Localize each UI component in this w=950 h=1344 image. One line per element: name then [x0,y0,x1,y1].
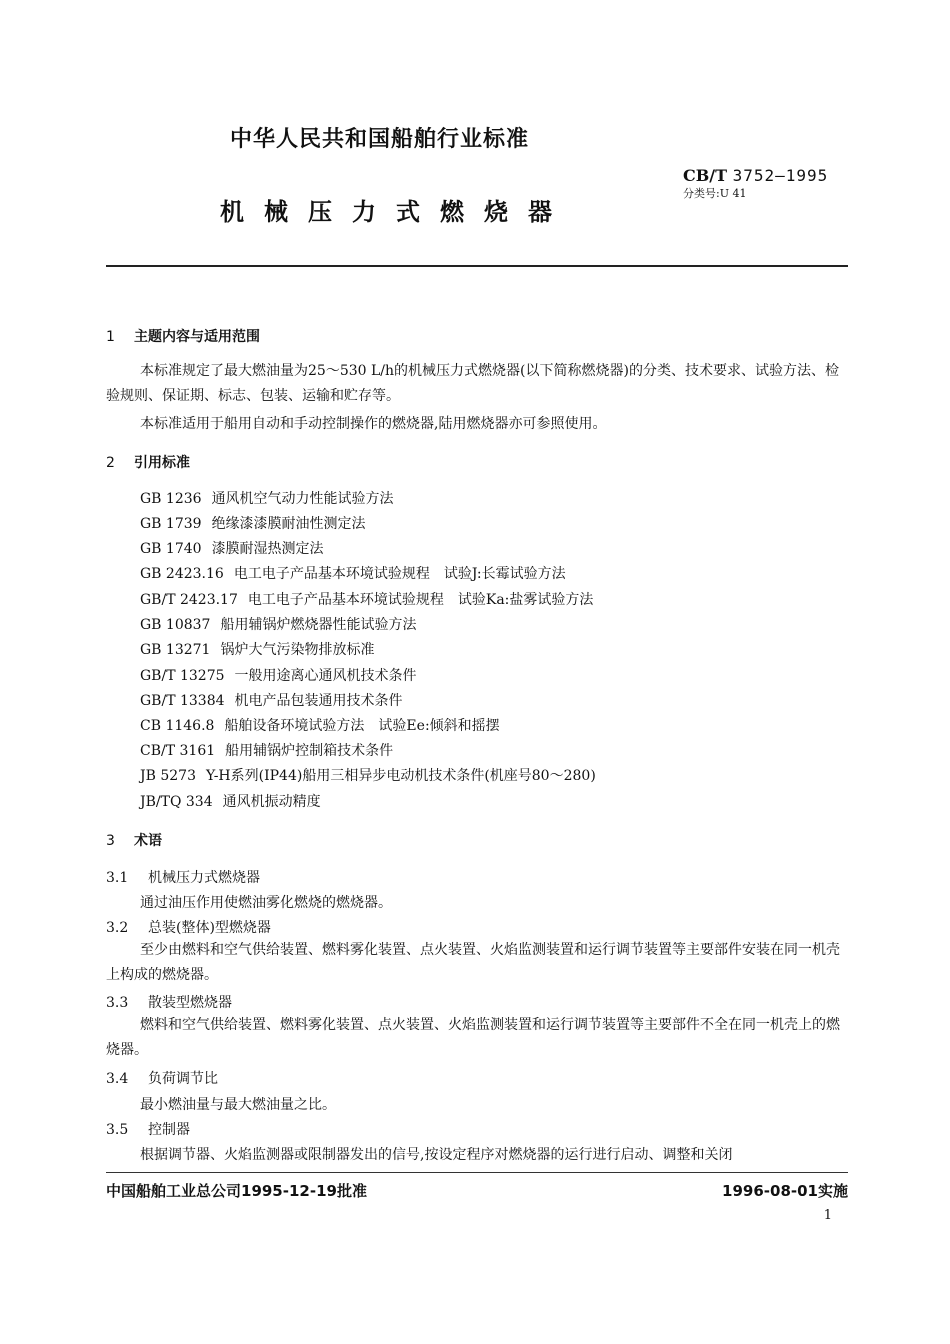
section-title: 主题内容与适用范围 [134,329,260,345]
reference-item: GB/T 13275 一般用途离心通风机技术条件 [140,668,417,684]
approval-statement: 中国船舶工业总公司1995-12-19批准 [106,1182,367,1200]
section-number: 3 [106,833,115,849]
term-definition: 最小燃油量与最大燃油量之比。 [140,1097,336,1113]
reference-item: GB 1740 漆膜耐湿热测定法 [140,541,324,557]
section-number: 2 [106,455,115,471]
standard-number [683,166,828,185]
term-definition: 通过油压作用使燃油雾化燃烧的燃烧器。 [140,895,392,911]
reference-item: GB/T 2423.17 电工电子产品基本环境试验规程 试验Ka:盐雾试验方法 [140,592,594,608]
term-heading: 3.5 控制器 [106,1122,190,1138]
reference-item: GB 1739 绝缘漆漆膜耐油性测定法 [140,516,366,532]
term-definition: 至少由燃料和空气供给装置、燃料雾化装置、点火装置、火焰监测装置和运行调节装置等主要部件安装在同一机壳上构成的燃烧器。 [106,942,840,983]
section-1-heading [106,326,260,346]
term-definition: 燃料和空气供给装置、燃料雾化装置、点火装置、火焰监测装置和运行调节装置等主要部件不全在同一机壳上的燃烧器。 [106,1017,840,1058]
effective-date: 1996-08-01实施 [722,1182,848,1200]
section-1-paragraph-2: 本标准适用于船用自动和手动控制操作的燃烧器,陆用燃烧器亦可参照使用。 [140,416,607,432]
term-definition: 根据调节器、火焰监测器或限制器发出的信号,按设定程序对燃烧器的运行进行启动、调整和关闭 [140,1147,733,1163]
reference-item: CB/T 3161 船用辅锅炉控制箱技术条件 [140,743,394,759]
term-heading: 3.1 机械压力式燃烧器 [106,870,260,886]
standard-code: 3752—1995 [732,166,829,185]
section-3-heading [106,830,162,850]
section-2-heading [106,452,190,472]
term-heading: 3.3 散装型燃烧器 [106,995,232,1011]
reference-item: GB 10837 船用辅锅炉燃烧器性能试验方法 [140,617,417,633]
section-number: 1 [106,329,115,345]
reference-item: GB 1236 通风机空气动力性能试验方法 [140,491,394,507]
term-heading: 3.4 负荷调节比 [106,1071,218,1087]
standard-prefix: CB/T [683,166,728,185]
term-heading: 3.2 总装(整体)型燃烧器 [106,920,271,936]
document-title: 机械压力式燃烧器 [220,198,572,226]
reference-item: JB/TQ 334 通风机振动精度 [140,794,321,810]
reference-item: JB 5273 Y-H系列(IP44)船用三相异步电动机技术条件(机座号80～280) [140,768,596,784]
page-number: 1 [823,1208,832,1223]
reference-item: GB/T 13384 机电产品包装通用技术条件 [140,693,403,709]
reference-item: GB 2423.16 电工电子产品基本环境试验规程 试验J:长霉试验方法 [140,566,566,582]
section-1-paragraph-1: 本标准规定了最大燃油量为25～530 L/h的机械压力式燃烧器(以下简称燃烧器)的分类、技术要求、试验方法、检验规则、保证期、标志、包装、运输和贮存等。 [106,363,839,404]
section-title: 引用标准 [134,455,190,471]
footer-divider [106,1172,848,1173]
standard-title: 中华人民共和国船舶行业标准 [230,127,530,152]
section-title: 术语 [134,833,162,849]
reference-item: GB 13271 锅炉大气污染物排放标准 [140,642,375,658]
reference-item: CB 1146.8 船舶设备环境试验方法 试验Ee:倾斜和摇摆 [140,718,500,734]
classification-code: 分类号:U 41 [683,187,747,200]
header-divider [106,265,848,267]
